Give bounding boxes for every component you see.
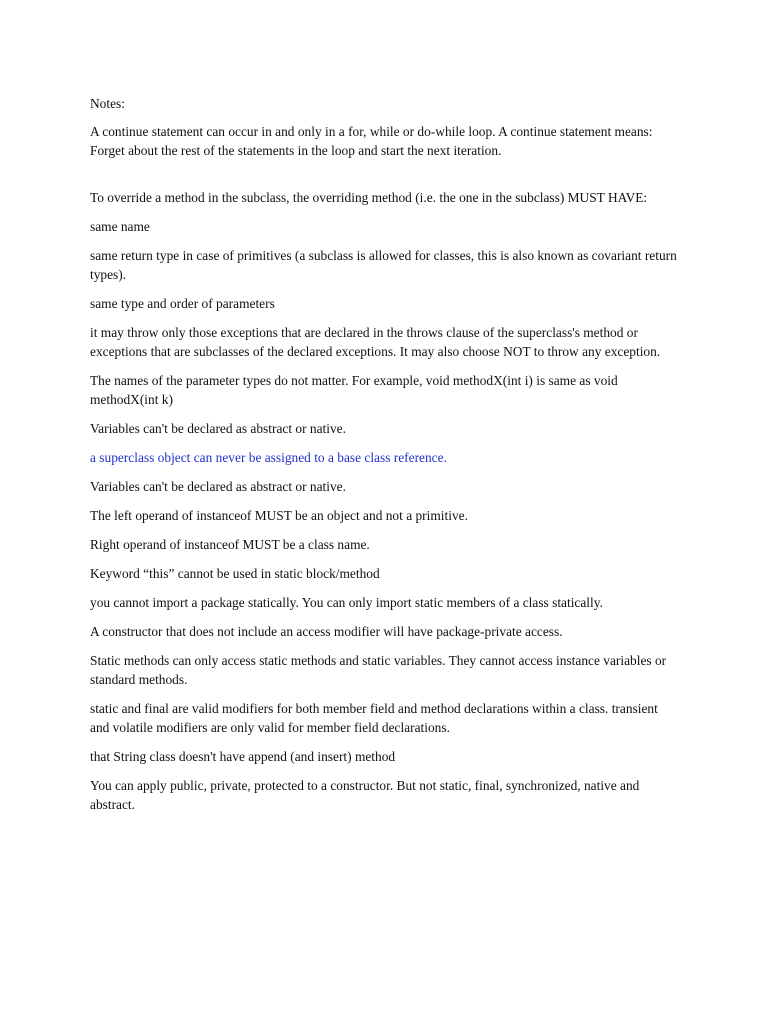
note-variables-abstract-repeat: Variables can't be declared as abstract or native. [90, 479, 346, 494]
note-instanceof-left: The left operand of instanceof MUST be an object and not a primitive. [90, 508, 468, 523]
note-parameter-names: The names of the parameter types do not matter. For example, void methodX(int i) is same as void methodX(int k) [90, 373, 618, 407]
notes-title: Notes: [90, 96, 125, 111]
note-static-import: you cannot import a package statically. You can only import static members of a class statically. [90, 595, 603, 610]
note-string-append: that String class doesn't have append (and insert) method [90, 749, 396, 764]
note-same-return-type: same return type in case of primitives (a subclass is allowed for classes, this is also known as covariant return types). [90, 248, 677, 282]
notes-document [90, 94, 680, 824]
note-instanceof-right: Right operand of instanceof MUST be a class name. [90, 537, 370, 552]
note-superclass-assignment: a superclass object can never be assigned to a base class reference. [90, 450, 447, 465]
note-same-parameters: same type and order of parameters [90, 296, 275, 311]
note-static-methods: Static methods can only access static methods and static variables. They cannot access instance variables or standard methods. [90, 653, 667, 687]
note-same-name: same name [90, 219, 150, 234]
note-override-requirements: To override a method in the subclass, the overriding method (i.e. the one in the subclass) MUST HAVE: [90, 190, 648, 205]
note-constructor-modifiers: You can apply public, private, protected to a constructor. But not static, final, synchronized, native and abstract. [90, 778, 640, 812]
note-variables-abstract: Variables can't be declared as abstract or native. [90, 421, 346, 436]
note-this-keyword: Keyword “this” cannot be used in static block/method [90, 566, 380, 581]
note-continue-statement: A continue statement can occur in and only in a for, while or do-while loop. A continue statement means: Forget about the rest of the statements in the loop and start the next iteration. [90, 124, 653, 158]
note-constructor-access: A constructor that does not include an access modifier will have package-private access. [90, 624, 563, 639]
note-exceptions: it may throw only those exceptions that are declared in the throws clause of the superclass's method or exceptions that are subclasses of the declared exceptions. It may also choose NOT to throw any exception. [90, 325, 661, 359]
note-modifiers: static and final are valid modifiers for both member field and method declarations within a class. transient and volatile modifiers are only valid for member field declarations. [90, 701, 658, 735]
